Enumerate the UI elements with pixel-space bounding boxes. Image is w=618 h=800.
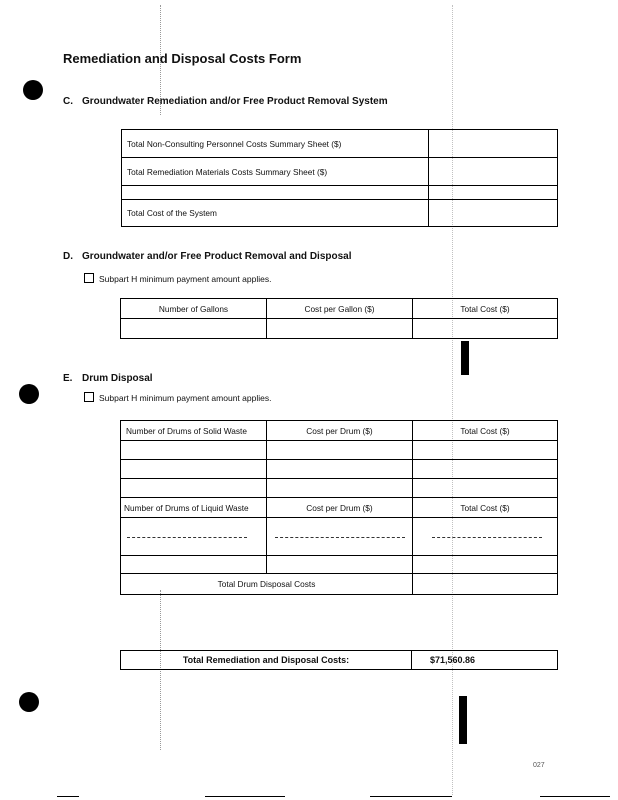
section-e-subpart-h (84, 392, 271, 403)
section-e-table (120, 420, 558, 595)
scan-redaction-bar (461, 341, 469, 375)
liquid-drums-input[interactable] (121, 556, 267, 574)
subpart-h-label: Subpart H minimum payment amount applies. (99, 393, 272, 403)
section-e-title: Drum Disposal (82, 373, 153, 384)
section-c-title: Groundwater Remediation and/or Free Product Removal System (82, 96, 388, 107)
col-total-cost: Total Cost ($) (413, 421, 558, 441)
bottom-scan-line (205, 796, 285, 797)
page-title: Remediation and Disposal Costs Form (63, 51, 302, 66)
scan-dash-line (432, 537, 542, 538)
punch-hole-top (23, 80, 43, 100)
col-drums-liquid: Number of Drums of Liquid Waste (121, 498, 267, 518)
grand-total-table (120, 650, 558, 670)
scan-dash-line (127, 537, 247, 538)
solid-drums-input[interactable] (121, 460, 267, 479)
c-total-value-input[interactable] (429, 200, 558, 227)
section-c-heading (63, 96, 388, 107)
grand-total-label: Total Remediation and Disposal Costs: (121, 651, 412, 670)
liquid-total-input[interactable] (413, 556, 558, 574)
section-d-table (120, 298, 558, 339)
punch-hole-middle (19, 384, 39, 404)
c-row-value-input[interactable] (429, 158, 558, 186)
c-total-label: Total Cost of the System (122, 200, 429, 227)
solid-cost-input[interactable] (267, 479, 413, 498)
solid-drums-input[interactable] (121, 479, 267, 498)
subpart-h-label: Subpart H minimum payment amount applies. (99, 274, 272, 284)
c-row-label (122, 186, 429, 200)
section-d-letter: D. (63, 251, 73, 262)
scan-dash-line (275, 537, 405, 538)
drum-total-input[interactable] (413, 574, 558, 595)
col-drums-solid: Number of Drums of Solid Waste (121, 421, 267, 441)
section-d-subpart-h (84, 273, 271, 284)
drum-total-label: Total Drum Disposal Costs (121, 574, 413, 595)
subpart-h-checkbox[interactable] (84, 392, 94, 402)
solid-total-input[interactable] (413, 479, 558, 498)
page-code: 027 (533, 762, 545, 769)
bottom-scan-line (540, 796, 610, 797)
col-total-cost: Total Cost ($) (413, 299, 558, 319)
section-e-letter: E. (63, 373, 73, 384)
section-d-title: Groundwater and/or Free Product Removal and Disposal (82, 251, 352, 262)
col-cost-per-drum: Cost per Drum ($) (267, 421, 413, 441)
scan-noise-line (160, 590, 161, 750)
subpart-h-checkbox[interactable] (84, 273, 94, 283)
section-c-letter: C. (63, 96, 73, 107)
solid-cost-input[interactable] (267, 460, 413, 479)
punch-hole-bottom (19, 692, 39, 712)
c-row-value-input[interactable] (429, 130, 558, 158)
solid-total-input[interactable] (413, 441, 558, 460)
liquid-cost-input[interactable] (267, 556, 413, 574)
section-c-table (121, 129, 558, 227)
col-number-of-gallons: Number of Gallons (121, 299, 267, 319)
solid-cost-input[interactable] (267, 441, 413, 460)
gallon-total-input[interactable] (413, 319, 558, 339)
c-row-label: Total Remediation Materials Costs Summary Sheet ($) (122, 158, 429, 186)
col-cost-per-drum: Cost per Drum ($) (267, 498, 413, 518)
col-cost-per-gallon: Cost per Gallon ($) (267, 299, 413, 319)
cost-per-gallon-input[interactable] (267, 319, 413, 339)
section-d-heading (63, 251, 352, 262)
grand-total-value: $71,560.86 (412, 651, 558, 670)
col-total-cost: Total Cost ($) (413, 498, 558, 518)
scan-redaction-bar (459, 696, 467, 744)
scan-noise-column (452, 5, 483, 795)
gallons-input[interactable] (121, 319, 267, 339)
c-row-value-input[interactable] (429, 186, 558, 200)
section-e-heading (63, 373, 153, 384)
c-row-label: Total Non-Consulting Personnel Costs Summary Sheet ($) (122, 130, 429, 158)
solid-total-input[interactable] (413, 460, 558, 479)
bottom-scan-line (370, 796, 452, 797)
bottom-scan-line (57, 796, 79, 797)
solid-drums-input[interactable] (121, 441, 267, 460)
